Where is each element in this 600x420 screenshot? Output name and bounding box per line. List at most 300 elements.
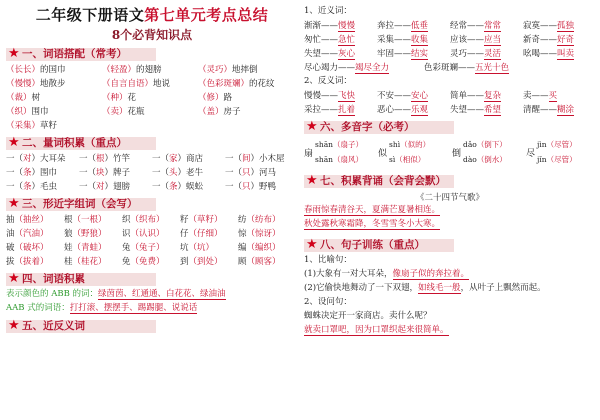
collocation-object: 的翅膀 [136,65,162,75]
antonym-label: 2、反义词： [304,76,352,86]
measure-noun: ）翅膀 [104,182,131,192]
pinyin-text: dào [463,155,477,164]
measure-word: 头 [169,168,178,178]
abb-line [6,287,298,301]
antonym-word: 采拉—— [304,105,339,115]
similar-char: 编 [238,243,247,253]
measure-noun: ）蜈蚣 [177,182,204,192]
similar-char: 拔 [6,257,15,267]
measure-prefix: 一（ [225,182,243,192]
similar-item [180,213,238,225]
polyphone-readings [315,137,363,167]
polyphone-item [452,137,522,167]
pinyin-word: （扇风） [333,155,363,164]
pinyin-word: （似的） [400,140,431,149]
synonym-answer: 常常 [484,21,502,31]
pinyin-word: （尽管） [546,155,577,164]
synonym-answer: 五光十色 [475,63,510,73]
antonym-pair [377,103,450,115]
collocation-item [198,63,294,75]
collocation-item [6,77,102,89]
measure-item [225,180,298,192]
collocation-word: （轻盈） [102,65,137,75]
measure-prefix: 一（ [152,154,170,164]
pinyin-text: dǎo [463,140,477,149]
antonym-word: 清醒—— [523,105,558,115]
page-title [6,4,298,25]
measure-item [79,180,152,192]
measure-prefix: 一（ [79,168,97,178]
measure-noun: ）野鸭 [250,182,277,192]
similar-char: 惊 [238,229,247,239]
similar-char: 纺 [238,215,247,225]
measure-prefix: 一（ [79,154,97,164]
measure-item [6,166,79,178]
poem-line [304,217,596,231]
polyphone-list [304,137,596,167]
collocation-object: 草籽 [40,121,58,131]
measure-prefix: 一（ [6,154,24,164]
collocation-item [102,77,198,89]
similar-item [238,241,296,253]
collocation-object: 路 [223,93,233,103]
star-icon: ★ [8,318,20,333]
measure-item [152,180,225,192]
antonym-answer: 乐观 [411,105,429,115]
antonym-word: 恶心—— [377,105,412,115]
similar-char-list [6,212,298,268]
collocation-row [6,90,298,104]
collocation-object: 地摔倒 [232,65,258,75]
collocation-object: 的花纹 [249,79,275,89]
star-icon: ★ [8,46,20,61]
measure-item [79,152,152,164]
pinyin-word: （倒水） [476,155,507,164]
sentence-1-text: (1)大象有一对大耳朵， [304,269,393,279]
synonym-word: 失望—— [304,49,339,59]
measure-prefix: 一（ [6,182,24,192]
similar-item [122,241,180,253]
synonym-answer: 收集 [411,35,429,45]
antonym-word: 不安—— [377,91,412,101]
similar-char: 兔 [122,243,131,253]
antonym-pair [523,89,596,101]
antonym-answer: 买 [548,91,558,101]
right-column [304,4,596,416]
polyphone-char: 似 [378,148,388,159]
synonym-word: 尽心竭力—— [304,63,356,73]
similar-word: （织布） [130,215,165,225]
collocation-word: （长长） [6,65,41,75]
measure-word: 只 [242,168,251,178]
synonym-pair [450,33,523,45]
collocation-word: （修） [198,93,224,103]
poem-line [304,203,596,217]
collocation-row [6,76,298,90]
measure-word: 间 [242,154,251,164]
measure-item [225,166,298,178]
synonym-pair [523,33,596,45]
sentence-1-highlight: 像扇子似的奔拉着。 [392,269,470,279]
synonym-pair [304,19,377,31]
similar-item [180,241,238,253]
synonym-list [304,18,596,74]
metaphor-label: 1、比喻句： [304,255,352,265]
measure-word-list [6,151,298,193]
synonym-word: 寂寞—— [523,21,558,31]
synonym-answer: 灰心 [338,49,356,59]
similar-item [238,213,296,225]
section-8-header [304,237,596,253]
measure-row [6,179,298,193]
synonym-pair [304,33,377,45]
collocation-object: 地散步 [40,79,66,89]
synonym-word: 渐渐—— [304,21,339,31]
antonym-row [304,102,596,116]
similar-row [6,254,298,268]
similar-word: （拔着） [14,257,49,267]
measure-prefix: 一（ [225,168,243,178]
similar-item [180,227,238,239]
measure-word: 只 [242,182,251,192]
similar-item [238,255,296,267]
measure-prefix: 一（ [79,182,97,192]
rhetorical-label: 2、设问句： [304,297,352,307]
collocation-item [102,105,198,117]
polyphone-char: 尽 [526,148,536,159]
poem-title: 《二十四节气歌》 [415,193,484,203]
similar-item [64,227,122,239]
measure-word: 条 [23,168,32,178]
similar-word: （坑） [188,243,215,253]
section-6-header [304,119,596,135]
synonym-word: 采集—— [377,35,412,45]
collocation-word: （色彩斑斓） [198,79,250,89]
pinyin-text: jìn [537,140,547,149]
collocation-object: 房子 [223,107,241,117]
synonym-pair [424,61,544,73]
section-2-label: 二、量词积累（重点） [22,137,127,149]
collocation-word: （采集） [6,121,41,131]
antonym-pair [523,103,596,115]
collocation-word: （种） [102,93,128,103]
similar-row [6,212,298,226]
synonym-row [304,60,596,74]
measure-item [79,166,152,178]
poem-line-1: 春雨惊春清谷天，夏满芒夏暑相连。 [304,205,441,215]
similar-word: （兔子） [130,243,165,253]
similar-item [64,241,122,253]
synonym-answer: 孤独 [557,21,575,31]
similar-char: 籽 [180,215,189,225]
polyphone-item [378,137,448,167]
measure-noun: ）河马 [250,168,277,178]
star-icon: ★ [306,237,318,252]
answer-text: 就卖口罩吧，因为口罩织起来很简单。 [304,325,449,335]
antonym-pair [450,103,523,115]
measure-word: 条 [23,182,32,192]
collocation-object: 树 [31,93,41,103]
antonym-pair [304,89,377,101]
similar-word: （青蛙） [72,243,107,253]
aab-line [6,301,298,315]
polyphone-char: 倒 [452,148,462,159]
antonym-pair [377,89,450,101]
similar-item [180,255,238,267]
antonym-pair [450,89,523,101]
measure-noun: ）商店 [177,154,204,164]
similar-char: 坑 [180,243,189,253]
polyphone-reading-2 [463,152,507,167]
synonym-pair [377,19,450,31]
synonym-word: 吆喝—— [523,49,558,59]
measure-word: 根 [96,154,105,164]
synonym-word: 奔拉—— [377,21,412,31]
section-7-header [304,173,596,189]
measure-item [152,152,225,164]
antonym-answer: 复杂 [484,91,502,101]
section-3-label: 三、形近字组词（会写） [22,198,138,210]
similar-word: （顾客） [246,257,281,267]
similar-word: （认识） [130,229,165,239]
similar-item [122,227,180,239]
collocation-word: （织） [6,107,32,117]
synonym-word: 灵巧—— [450,49,485,59]
collocation-object: 围巾 [31,107,49,117]
section-8-label: 八、句子训练（重点） [320,239,425,251]
sentence-2 [304,281,596,295]
question-line: 蜘蛛决定开一家商店。卖什么呢？ [304,311,432,321]
aab-words: 打打滚、摆摆手、踢踢腿、说说话 [69,303,198,313]
left-column [6,4,298,416]
antonym-pair [304,103,377,115]
section-4-label: 四、词语积累 [22,273,85,285]
similar-word: （惊讶） [246,229,281,239]
similar-char: 仔 [180,229,189,239]
antonym-answer: 飞快 [338,91,356,101]
similar-char: 狼 [64,229,73,239]
similar-item [122,255,180,267]
antonym-list [304,88,596,116]
similar-char: 油 [6,229,15,239]
poem-line-2: 秋处露秋寒霜降，冬雪雪冬小大寒。 [304,219,441,229]
section-6-label: 六、多音字（必考） [320,121,415,133]
measure-word: 条 [169,182,178,192]
similar-item [6,213,64,225]
similar-item [64,255,122,267]
sentence-2-tail: ，从叶子上飘然而起。 [460,283,546,293]
synonym-word: 新奇—— [523,35,558,45]
similar-item [64,213,122,225]
section-2-header [6,135,298,151]
similar-item [238,227,296,239]
collocation-item [6,119,102,131]
polyphone-readings [389,137,430,167]
polyphone-readings [463,137,507,167]
similar-char: 根 [64,215,73,225]
collocation-object: 地说 [153,79,171,89]
star-icon: ★ [306,173,318,188]
polyphone-readings [537,137,577,167]
polyphone-reading-2 [315,152,363,167]
collocation-object: 花 [127,93,137,103]
similar-word: （草籽） [188,215,223,225]
abb-label: 表示颜色的 ABB 的词： [6,289,99,299]
pinyin-word: （相似） [395,155,426,164]
similar-char: 抽 [6,215,15,225]
similar-word: （仔细） [188,229,223,239]
pinyin-word: （倒下） [476,140,507,149]
collocation-word: （卖） [102,107,128,117]
synonym-pair [523,19,596,31]
measure-prefix: 一（ [152,182,170,192]
synonym-word: 色彩斑斓—— [424,63,476,73]
polyphone-reading-1 [537,137,577,152]
measure-word: 对 [96,182,105,192]
synonym-answer: 急忙 [338,35,356,45]
measure-noun: ）围巾 [31,168,58,178]
measure-item [6,152,79,164]
similar-char: 识 [122,229,131,239]
antonym-answer: 糊涂 [557,105,575,115]
polyphone-reading-2 [537,152,577,167]
antonym-word: 卖—— [523,91,549,101]
similar-item [6,255,64,267]
sentence-2-text: (2)它偷快地舞动了一下双翅， [304,283,419,293]
star-icon: ★ [8,271,20,286]
similar-char: 顾 [238,257,247,267]
polyphone-item [526,137,596,167]
synonym-word: 经常—— [450,21,485,31]
measure-row [6,151,298,165]
section-1-label: 一、词语搭配（常考） [22,48,127,60]
measure-noun: ）竹竿 [104,154,131,164]
section-5-label: 五、近反义词 [22,320,85,332]
similar-word: （桂花） [72,257,107,267]
similar-row [6,226,298,240]
sentence-2-highlight: 如线毛一般 [418,283,461,293]
antonym-word: 慢慢—— [304,91,339,101]
polyphone-char: 扇 [304,148,314,159]
similar-char: 到 [180,257,189,267]
synonym-pair [377,47,450,59]
measure-word: 家 [169,154,178,164]
synonym-pair [304,61,424,73]
synonym-word: 匆忙—— [304,35,339,45]
title-unit: 第七单元考点总结 [144,6,269,24]
similar-word: （破坏） [14,243,49,253]
synonym-pair [450,47,523,59]
similar-word: （一根） [72,215,107,225]
section-1-header [6,46,298,62]
similar-word: （免费） [130,257,165,267]
similar-word: （抽丝） [14,215,49,225]
collocation-row [6,62,298,76]
synonym-answer: 好奇 [557,35,575,45]
measure-item [152,166,225,178]
collocation-row [6,104,298,118]
synonym-answer: 慢慢 [338,21,356,31]
synonym-label: 1、近义词： [304,6,352,16]
similar-word: （到处） [188,257,223,267]
synonym-answer: 竭尽全力 [355,63,390,73]
similar-char: 娃 [64,243,73,253]
similar-word: （编织） [246,243,281,253]
similar-char: 桂 [64,257,73,267]
similar-word: （野狼） [72,229,107,239]
collocation-item [6,105,102,117]
synonym-answer: 应当 [484,35,502,45]
section-3-header [6,196,298,212]
polyphone-item [304,137,374,167]
antonym-answer: 安心 [411,91,429,101]
answer-line [304,323,596,337]
collocation-object: 花瓶 [127,107,145,117]
measure-prefix: 一（ [152,168,170,178]
measure-item [225,152,298,164]
measure-word: 块 [96,168,105,178]
section-7-label: 七、积累背诵（会背会默） [320,175,446,187]
similar-item [6,227,64,239]
measure-row [6,165,298,179]
collocation-item [198,91,294,103]
polyphone-reading-1 [389,137,430,152]
synonym-answer: 低垂 [411,21,429,31]
pinyin-text: shān [315,140,333,149]
similar-word: （纺布） [246,215,281,225]
measure-item [6,180,79,192]
measure-noun: ）老牛 [177,168,204,178]
section-4-header [6,271,298,287]
collocation-word: （盖） [198,107,224,117]
synonym-pair [450,19,523,31]
similar-word: （汽油） [14,229,49,239]
similar-char: 免 [122,257,131,267]
polyphone-reading-2 [389,152,430,167]
collocation-list [6,62,298,132]
antonym-word: 失望—— [450,105,485,115]
star-icon: ★ [8,196,20,211]
star-icon: ★ [306,119,318,134]
polyphone-reading-1 [315,137,363,152]
antonym-answer: 扎着 [338,105,356,115]
synonym-word: 牢固—— [377,49,412,59]
page-subtitle: 8个必背知识点 [111,28,193,42]
measure-prefix: 一（ [6,168,24,178]
antonym-row [304,88,596,102]
sentence-1 [304,267,596,281]
collocation-object: 的国巾 [40,65,66,75]
pinyin-text: shì [389,140,401,149]
measure-word: 对 [23,154,32,164]
aab-label: AAB 式的词语： [6,303,70,313]
antonym-answer: 希望 [484,105,502,115]
pinyin-word: （扇子） [333,140,363,149]
measure-noun: ）大耳朵 [31,154,66,164]
similar-item [6,241,64,253]
pinyin-text: jǐn [537,155,547,164]
collocation-word: （裁） [6,93,32,103]
collocation-item [198,105,294,117]
collocation-row [6,118,298,132]
collocation-item [6,63,102,75]
measure-prefix: 一（ [225,154,243,164]
collocation-item [102,63,198,75]
collocation-item [6,91,102,103]
pinyin-text: sì [389,155,396,164]
similar-char: 破 [6,243,15,253]
synonym-word: 应该—— [450,35,485,45]
